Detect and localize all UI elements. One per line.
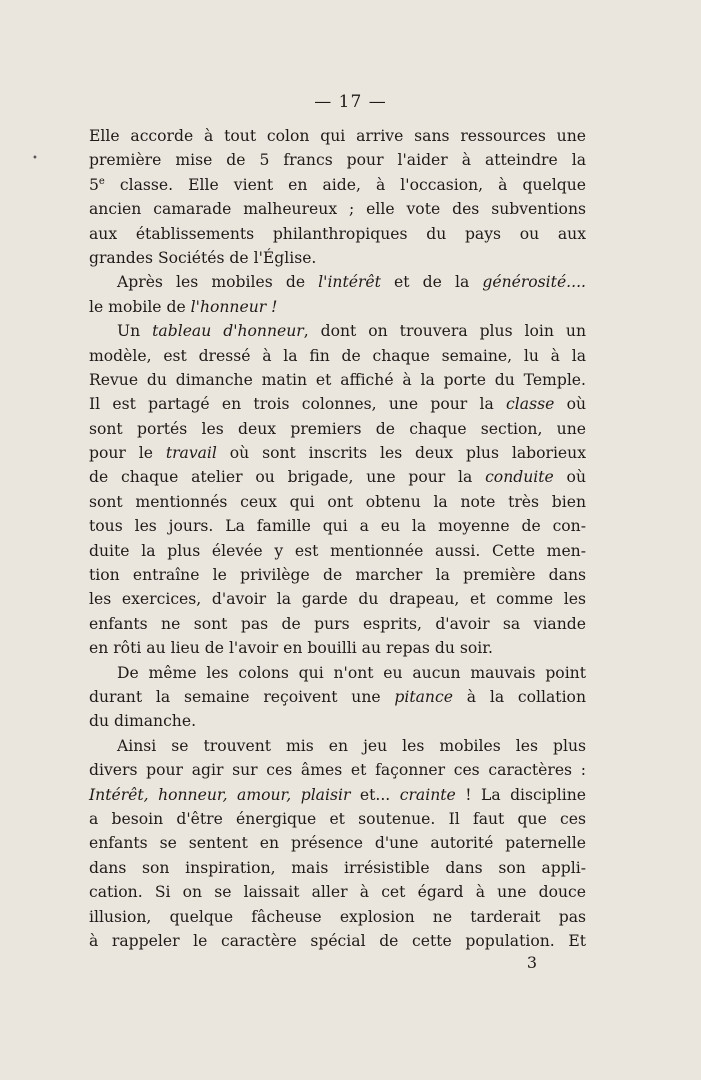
text-segment: e [98,175,105,187]
text-segment: Revue du dimanche matin et affiché à la porte du Temple. [89,370,586,389]
text-segment: et... [350,785,400,804]
text-segment: dans son inspiration, mais irrésistible dans son appli- [89,858,586,877]
italic-text: tableau d'honneur [152,322,304,341]
text-line [89,490,586,514]
text-line [89,587,586,611]
text-segment: où [554,395,586,414]
text-segment: divers pour agir sur ces âmes et façonner ces caractères : [89,761,586,780]
text-segment: Il est partagé en trois colonnes, une pour la [89,395,507,414]
text-segment: classe. Elle vient en aide, à l'occasion, à quelque [104,175,586,194]
text-line [89,246,586,270]
text-line [89,368,586,392]
text-segment: cation. Si on se laissait aller à cet égard à une douce [89,883,586,902]
text-line [89,831,586,855]
italic-text: conduite [485,468,554,487]
text-segment: grandes Sociétés de l'Église. [89,248,317,267]
text-segment: durant la semaine reçoivent une [89,687,395,706]
italic-text: pitance [394,687,453,706]
text-line [89,148,586,172]
text-line [89,344,586,368]
text-segment: Un [117,322,153,341]
signature-mark: 3 [526,953,538,972]
text-line [89,392,586,416]
text-line [89,319,586,343]
text-line [89,295,586,319]
text-line [89,612,586,636]
text-line [89,856,586,880]
text-segment: à rappeler le caractère spécial de cette population. Et [89,931,586,950]
text-segment: illusion, quelque fâcheuse explosion ne tarderait pas [89,907,586,926]
text-line [89,124,586,148]
text-line [89,880,586,904]
text-segment: enfants ne sont pas de purs esprits, d'avoir sa viande [89,614,586,633]
text-segment: et de la [380,273,483,292]
text-line [89,465,586,489]
italic-text: générosité.... [482,273,586,292]
text-line [89,441,586,465]
text-segment: Elle accorde à tout colon qui arrive sans ressources une [89,127,586,145]
text-segment: du dimanche. [89,712,197,731]
text-segment: Ainsi se trouvent mis en jeu les mobiles les plus [117,736,586,755]
text-line [89,270,586,294]
text-line [89,539,586,563]
text-segment: duite la plus élevée y est mentionnée aussi. Cette men- [89,541,586,560]
italic-text: crainte [399,785,456,804]
text-line [89,709,586,733]
text-segment: en rôti au lieu de l'avoir en bouilli au repas du soir. [89,639,493,658]
text-segment: modèle, est dressé à la fin de chaque semaine, lu à la [89,346,586,365]
body-text [89,124,586,953]
text-line [89,685,586,709]
text-segment: , dont on trouvera plus loin un [303,322,586,341]
text-line [89,514,586,538]
page-number: — 17 — [314,92,387,112]
italic-text: l'intérêt [318,273,381,292]
text-segment: 5 [89,175,99,194]
text-segment: les exercices, d'avoir la garde du drapeau, et comme les [89,590,586,609]
text-segment: ancien camarade malheureux ; elle vote des subventions [89,200,586,219]
text-line [89,636,586,660]
text-segment: sont mentionnés ceux qui ont obtenu la note très bien [89,492,586,511]
text-segment: pour le [89,444,166,463]
text-line [89,807,586,831]
italic-text: travail [165,444,217,463]
text-line [89,929,586,953]
text-line [89,783,586,807]
text-line [89,563,586,587]
text-segment: ! La discipline [455,785,587,804]
text-line [89,197,586,221]
text-segment: enfants se sentent en présence d'une autorité paternelle [89,834,586,853]
text-segment: le mobile de [89,297,191,316]
text-segment: aux établissements philanthropiques du pays ou aux [89,224,586,243]
margin-mark: • [32,153,38,164]
text-line [89,661,586,685]
text-segment: de chaque atelier ou brigade, une pour la [89,468,486,487]
text-line [89,417,586,441]
italic-text: l'honneur ! [190,297,278,316]
text-segment: où sont inscrits les deux plus laborieux [216,444,587,463]
text-line [89,173,586,197]
italic-text: Intérêt, honneur, amour, plaisir [89,785,351,804]
text-line [89,734,586,758]
text-segment: première mise de 5 francs pour l'aider à atteindre la [89,151,586,170]
text-segment: tous les jours. La famille qui a eu la moyenne de con- [89,517,586,536]
italic-text: classe [506,395,555,414]
text-segment: où [553,468,586,487]
text-line [89,905,586,929]
text-segment: sont portés les deux premiers de chaque section, une [89,419,586,438]
text-line [89,758,586,782]
text-segment: à la collation [452,687,586,706]
text-segment: a besoin d'être énergique et soutenue. Il faut que ces [89,809,586,828]
text-segment: Après les mobiles de [117,273,319,292]
text-segment: tion entraîne le privilège de marcher la première dans [89,566,586,585]
text-line [89,222,586,246]
text-segment: De même les colons qui n'ont eu aucun mauvais point [117,663,586,682]
